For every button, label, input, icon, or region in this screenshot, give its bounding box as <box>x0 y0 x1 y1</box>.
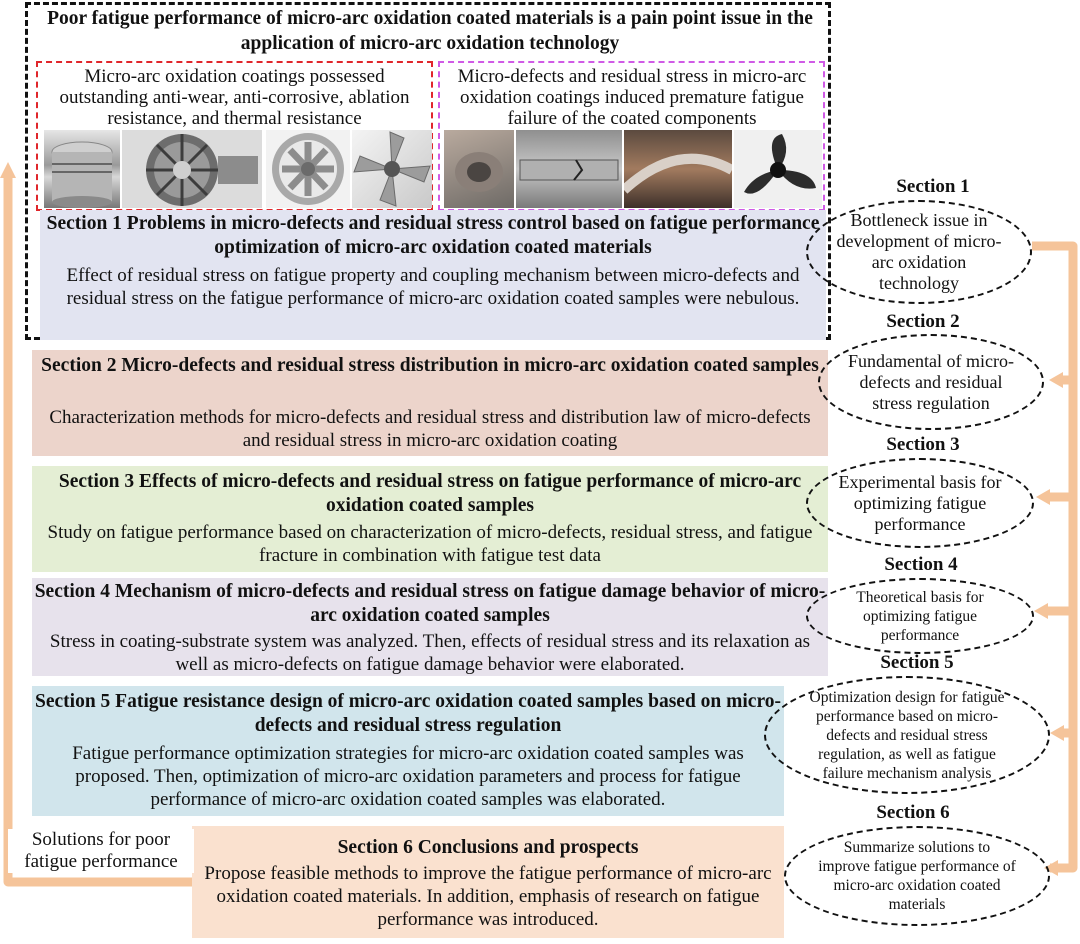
ellipse-section-3-text: Experimental basis for optimizing fatigue performance <box>838 471 1002 534</box>
right-bus-line <box>1032 246 1073 868</box>
arrowhead-sec2 <box>1049 372 1063 388</box>
piston-image <box>44 130 120 208</box>
section-2-body: Characterization methods for micro-defects and residual stress and distribution law of micro-defects and residual stress in micro-arc oxidation coating <box>49 407 811 451</box>
section-1-body: Effect of residual stress on fatigue property and coupling mechanism between micro-defects and residual stress on the fatigue performance of micro-arc oxidation coated samples were nebulous. <box>66 265 800 309</box>
section-3-body: Study on fatigue performance based on characterization of micro-defects, residual stress, and fatigue fracture in combination with fatigue test data <box>47 522 813 566</box>
right-label-section-3: Section 3 <box>886 434 960 455</box>
turbine-engine-image <box>122 130 262 208</box>
ellipse-section-6-text: Summarize solutions to improve fatigue performance of micro-arc oxidation coated materials <box>818 839 1016 913</box>
right-label-section-5: Section 5 <box>880 652 954 673</box>
section-4-title: Section 4 Mechanism of micro-defects and residual stress on fatigue damage behavior of micro-arc oxidation coated samples <box>34 581 826 626</box>
ellipse-section-2-text: Fundamental of micro-defects and residual stress regulation <box>848 350 1014 413</box>
section-6-title: Section 6 Conclusions and prospects <box>337 837 639 858</box>
section-5-title: Section 5 Fatigue resistance design of micro-arc oxidation coated samples based on micro-defects and residual stress regulation <box>35 691 781 736</box>
arrowhead-sec3 <box>1036 489 1050 505</box>
cracked-shaft-image <box>516 130 622 208</box>
section-4-body: Stress in coating-substrate system was analyzed. Then, effects of residual stress and its relaxation as well as micro-defects on fatigue damage behavior were elaborated. <box>49 631 811 675</box>
right-label-section-1: Section 1 <box>896 176 970 197</box>
ellipse-section-2 <box>818 334 1044 430</box>
fracture-part-image <box>444 130 514 208</box>
right-label-section-6: Section 6 <box>876 802 950 823</box>
ellipse-section-1 <box>806 200 1032 304</box>
problems-text: Micro-defects and residual stress in micro-arc oxidation coatings induced premature fatigue failure of the coated components <box>457 66 807 129</box>
arrowhead-sec4 <box>1034 603 1048 619</box>
ellipse-section-4 <box>806 578 1034 654</box>
section-3-title: Section 3 Effects of micro-defects and residual stress on fatigue performance of micro-arc oxidation coated samples <box>58 471 802 516</box>
section-1-title: Section 1 Problems in micro-defects and residual stress control based on fatigue performance optimization of micro-arc oxidation coated materials <box>46 213 820 258</box>
marine-propeller-image <box>734 130 822 208</box>
ellipse-section-1-text: Bottleneck issue in development of micro-arc oxidation technology <box>836 210 1002 293</box>
section-5-body: Fatigue performance optimization strategies for micro-arc oxidation coated samples was proposed. Then, optimization of micro-arc oxidation parameters and process for fatigue performance of micro-arc oxidation coated samples was elaborated. <box>72 743 744 810</box>
advantages-text: Micro-arc oxidation coatings possessed outstanding anti-wear, anti-corrosive, ablation resistance, and thermal resistance <box>59 66 410 129</box>
arrowhead-sec5 <box>1050 725 1064 741</box>
propeller-fan-image <box>352 130 432 208</box>
right-label-section-4: Section 4 <box>884 554 958 575</box>
damaged-pipe-image <box>624 130 732 208</box>
ellipse-section-3 <box>806 458 1034 548</box>
right-label-section-2: Section 2 <box>886 311 960 332</box>
ellipse-section-6 <box>784 826 1050 926</box>
ellipse-section-5-text: Optimization design for fatigue performance based on micro-defects and residual stress regulation, as well as fatigue failure mechanism analysis <box>809 688 1005 782</box>
ellipse-section-4-text: Theoretical basis for optimizing fatigue performance <box>856 588 984 644</box>
ellipse-section-5 <box>764 676 1050 794</box>
section-6-body: Propose feasible methods to improve the fatigue performance of micro-arc oxidation coated materials. In addition, emphasis of research on fatigue performance was introduced. <box>204 863 772 930</box>
arrowhead-top <box>0 162 16 178</box>
top-title: Poor fatigue performance of micro-arc oxidation coated materials is a pain point issue in the application of micro-arc oxidation technology <box>47 8 813 54</box>
solutions-note: Solutions for poor fatigue performance <box>8 829 194 873</box>
section-2-title: Section 2 Micro-defects and residual stress distribution in micro-arc oxidation coated samples <box>41 355 819 376</box>
wheel-rim-image <box>266 130 350 208</box>
